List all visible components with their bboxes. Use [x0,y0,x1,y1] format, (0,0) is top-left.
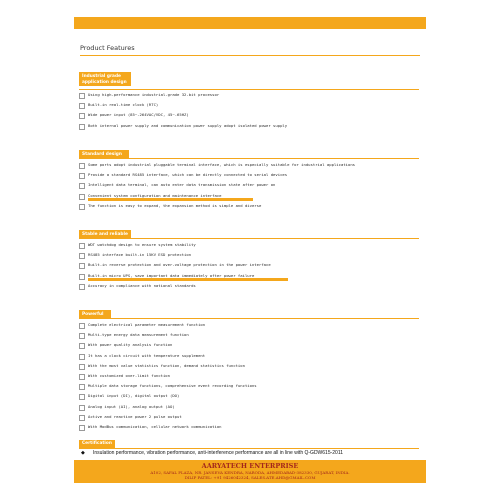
section-industrial-grade [79,72,419,150]
list-item: Complete electrical parameter measurement function [79,321,419,331]
list-item: It has a clock circuit with temperature supplement [79,352,419,362]
section-powerful [79,310,419,438]
list-item: Accuracy in compliance with national standards [79,282,419,292]
list-item: Provide a standard RS485 interface, which can be directly connected to serial devices [79,171,419,181]
checkbox-icon [79,354,85,360]
checkbox-icon [79,194,85,200]
list-item: RS485 interface built-in 15KV ESD protection [79,251,419,261]
list-item: With customized over-limit function [79,372,419,382]
list-item: Convenient system configuration and maintenance interface [79,192,419,202]
section-heading: Powerful [79,310,111,319]
checkbox-icon [79,394,85,400]
company-contact: DILIP PATEL: +91 9426042324, SALES.ATE.AHD@GMAIL.COM [184,475,316,480]
list-item: Multi-type energy data measurement function [79,331,419,341]
top-banner [74,17,426,29]
section-heading: Stable and reliable [79,230,131,239]
checkbox-icon [79,384,85,390]
certification-row [79,448,419,458]
checkbox-icon [79,274,85,280]
checkbox-icon [79,263,85,269]
checkbox-icon [79,183,85,189]
checkbox-icon [79,103,85,109]
item-list [79,91,419,132]
checkbox-icon [79,364,85,370]
section-rule [79,238,419,239]
list-item: Analog input (AI), analog output (AO) [79,403,419,413]
checkbox-icon [79,425,85,431]
diamond-bullet-icon: ◆ [81,450,85,456]
section-heading: Industrial grade application design [79,72,131,86]
checkbox-icon [79,113,85,119]
checkbox-icon [79,173,85,179]
list-item: Multiple data storage functions, comprehensive event recording functions [79,382,419,392]
checkbox-icon [79,405,85,411]
checkbox-icon [79,374,85,380]
list-item: Using high-performance industrial-grade 32-bit processor [79,91,419,101]
certification-heading: Certification [79,440,115,448]
checkbox-icon [79,253,85,259]
list-item: Intelligent data terminal, can auto enter data transmission state after power on [79,181,419,191]
list-item: Built-in real-time clock (RTC) [79,101,419,111]
section-rule [79,318,419,319]
section-rule [79,158,419,159]
list-item: WDT watchdog design to ensure system stability [79,241,419,251]
list-item: With the most value statistics function, demand statistics function [79,362,419,372]
checkbox-icon [79,243,85,249]
item-list [79,241,419,292]
page-title: Product Features [80,43,420,56]
section-rule [79,89,419,90]
list-item: Digital input (DI), digital output (DO) [79,392,419,402]
checkbox-icon [79,284,85,290]
checkbox-icon [79,163,85,169]
checkbox-icon [79,343,85,349]
list-item: With ModBus communication, cellular network communication [79,423,419,433]
company-address: A102, SAFAL PLAZA, NR. JANSEVA KENDRA, NARODA, AHMEDABAD-382330, GUJARAT, INDIA. [150,470,350,475]
section-stable-reliable [79,230,419,310]
item-list [79,321,419,433]
list-item: The function is easy to expand, the expansion method is simple and diverse [79,202,419,212]
list-item: Wide power input (85~-264VAC/VDC, 45~-65HZ) [79,111,419,121]
checkbox-icon [79,323,85,329]
certification-text: Insulation performance, vibration performance, anti-interference performance are all in line with Q-GDW615-2011 [93,450,344,456]
checkbox-icon [79,124,85,130]
checkbox-icon [79,333,85,339]
footer-banner [74,460,426,483]
company-name: AARYATECH ENTERPRISE [201,462,299,470]
list-item: Built-in reverse protection and over-voltage protection in the power interface [79,261,419,271]
catalog-page [74,17,426,483]
list-item: With power quality analysis function [79,341,419,351]
item-list [79,161,419,212]
list-item: Active and reactive power 2 pulse output [79,413,419,423]
list-item: Some ports adopt industrial pluggable terminal interface, which is especially suitable for industrial applications [79,161,419,171]
list-item: Both internal power supply and communication power supply adopt isolated power supply [79,122,419,132]
checkbox-icon [79,93,85,99]
checkbox-icon [79,204,85,210]
list-item: Built-in micro UPS, save important data immediately after power failure [79,272,419,282]
section-heading: Standard design [79,150,129,159]
checkbox-icon [79,415,85,421]
section-standard-design [79,150,419,230]
